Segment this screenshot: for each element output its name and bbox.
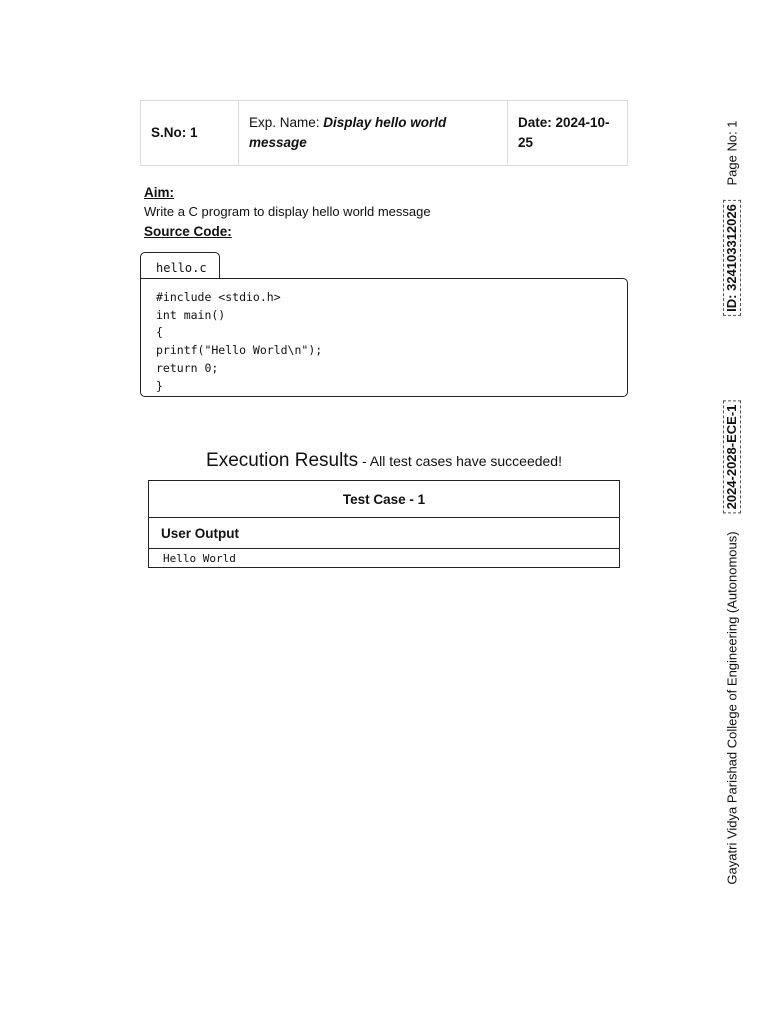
college-name: Gayatri Vidya Parishad College of Engineering (Autonomous) [724, 531, 740, 885]
student-id: ID: 324103312026 [723, 200, 741, 316]
experiment-date: Date: 2024-10-25 [508, 101, 628, 166]
execution-results-subtitle: - All test cases have succeeded! [358, 453, 562, 469]
execution-results-title: Execution Results [206, 450, 359, 471]
aim-text: Write a C program to display hello world message [144, 204, 431, 219]
page-number: Page No: 1 [724, 120, 740, 186]
experiment-name-label: Exp. Name: [249, 115, 324, 130]
code-line: printf("Hello World\n"); [156, 343, 323, 358]
user-output-value: Hello World [163, 552, 236, 565]
experiment-name: Display hello world message [249, 115, 447, 150]
serial-number: S.No: 1 [141, 101, 239, 166]
execution-results-heading [0, 450, 768, 472]
experiment-header-table [140, 100, 628, 166]
code-line: } [156, 378, 163, 393]
code-block [140, 278, 628, 397]
test-case-table [148, 480, 620, 568]
code-line: return 0; [156, 360, 219, 375]
aim-heading: Aim: [144, 185, 174, 200]
batch-code: 2024-2028-ECE-1 [723, 401, 741, 514]
code-line: int main() [156, 307, 226, 322]
code-line: { [156, 325, 163, 340]
user-output-label: User Output [149, 518, 619, 549]
source-code-heading: Source Code: [144, 224, 232, 239]
code-line: #include <stdio.h> [156, 290, 281, 304]
file-tab[interactable]: hello.c [140, 252, 220, 278]
test-case-title: Test Case - 1 [149, 481, 619, 518]
experiment-name-cell [239, 101, 508, 166]
